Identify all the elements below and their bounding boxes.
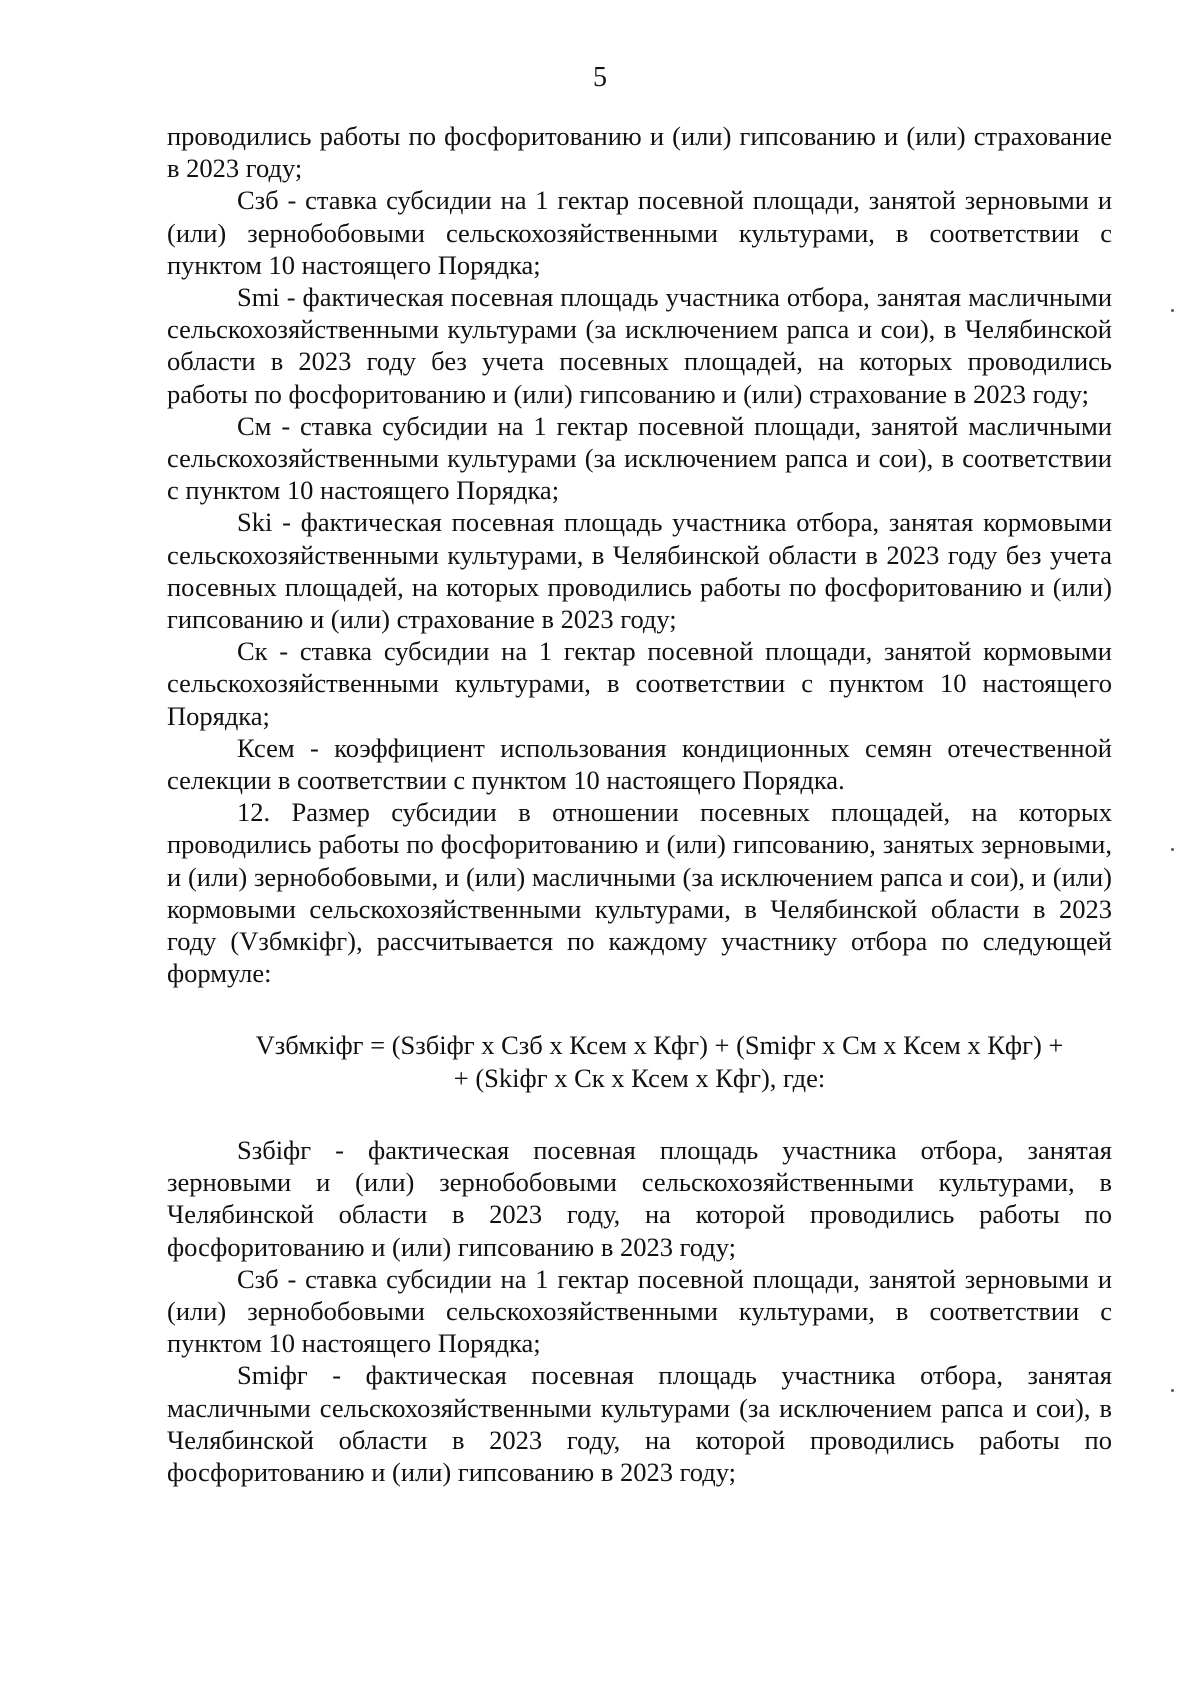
document-body: [167, 120, 1112, 1488]
paragraph-szbifg-area: Sзбiфг - фактическая посевная площадь участника отбора, занятая зерновыми и (или) зернобобовыми сельскохозяйственными культурами, в Челябинской области в 2023 году, на которой проводились работы по фосфоритованию и (или) гипсованию в 2023 году;: [167, 1134, 1112, 1262]
paragraph-szb-rate: Сзб - ставка субсидии на 1 гектар посевной площади, занятой зерновыми и (или) зернобобовыми сельскохозяйственными культурами, в соответствии с пунктом 10 настоящего Порядка;: [167, 185, 1112, 280]
formula-line-1: Vзбмкiфг = (Sзбiфг x Сзб x Ксем x Кфг) + (Smiфг x См x Ксем x Кфг) +: [255, 1030, 1064, 1061]
page-number: 5: [593, 62, 607, 93]
scan-artifact-dot: [1171, 309, 1174, 312]
formula-block: [167, 1029, 1112, 1093]
paragraph-sm-rate: См - ставка субсидии на 1 гектар посевной площади, занятой масличными сельскохозяйственными культурами (за исключением рапса и сои), в соответствии с пунктом 10 настоящего Порядка;: [167, 410, 1112, 506]
paragraph-ksem-coefficient: Ксем - коэффициент использования кондиционных семян отечественной селекции в соответствии с пунктом 10 настоящего Порядка.: [167, 732, 1112, 796]
paragraph-smi-area: Smi - фактическая посевная площадь участника отбора, занятая масличными сельскохозяйственными культурами (за исключением рапса и сои), в Челябинской области в 2023 году без учета посевных площадей, на которых проводились работы по фосфоритованию и (или) гипсованию и (или) страхование в 2023 году;: [167, 282, 1112, 409]
paragraph-ski-area: Ski - фактическая посевная площадь участника отбора, занятая кормовыми сельскохозяйственными культурами, в Челябинской области в 2023 году без учета посевных площадей, на которых проводились работы по фосфоритованию и (или) гипсованию и (или) страхование в 2023 году;: [167, 507, 1112, 635]
paragraph-item-12: 12. Размер субсидии в отношении посевных площадей, на которых проводились работы по фосфоритованию и (или) гипсованию, занятых зерновыми, и (или) зернобобовыми, и (или) масличными (за исключением рапса и сои), и (или) кормовыми сельскохозяйственными культурами, в Челябинской области в 2023 году (Vзбмкiфг), рассчитывается по каждому участнику отбора по следующей формуле:: [167, 797, 1112, 989]
paragraph-sk-rate: Ск - ставка субсидии на 1 гектар посевной площади, занятой кормовыми сельскохозяйственными культурами, в соответствии с пунктом 10 настоящего Порядка;: [167, 636, 1112, 731]
paragraph-continuation: проводились работы по фосфоритованию и (или) гипсованию и (или) страхование в 2023 году;: [167, 121, 1112, 184]
paragraph-szb-rate-repeat: Сзб - ставка субсидии на 1 гектар посевной площади, занятой зерновыми и (или) зернобобовыми сельскохозяйственными культурами, в соответствии с пунктом 10 настоящего Порядка;: [167, 1263, 1112, 1359]
scan-artifact-dot: [1171, 848, 1174, 851]
paragraph-smifg-area: Smiфг - фактическая посевная площадь участника отбора, занятая масличными сельскохозяйственными культурами (за исключением рапса и сои), в Челябинской области в 2023 году, на которой проводились работы по фосфоритованию и (или) гипсованию в 2023 году;: [167, 1360, 1112, 1487]
scan-artifact-dot: [1171, 1389, 1174, 1392]
formula-line-2: + (Skiфг x Ск x Ксем x Кфг), где:: [453, 1062, 826, 1093]
